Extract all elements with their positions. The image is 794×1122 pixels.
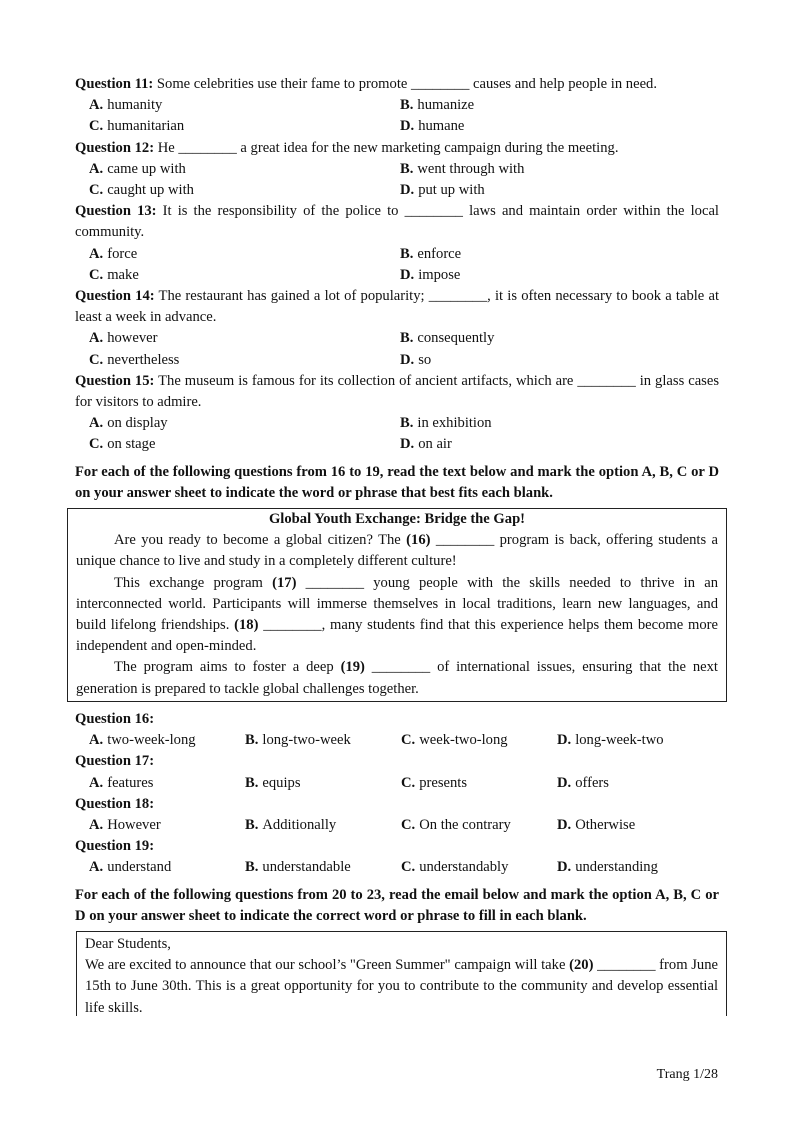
option-b: B. went through with — [400, 160, 525, 177]
question-label: Question 13: — [75, 203, 157, 220]
option-a: A. however — [89, 330, 158, 347]
question-17: Question 17: — [75, 753, 155, 770]
option-a: A. features — [89, 774, 154, 791]
question-stem: He ________ a great idea for the new marketing campaign during the meeting. — [157, 139, 619, 156]
question-label: Question 15: — [75, 372, 155, 389]
option-c: C. nevertheless — [89, 351, 180, 368]
option-c: C. understandably — [401, 859, 509, 876]
instructions-16-19: For each of the following questions from 16 to 19, read the text below and mark the option A, B, C or D on your answer sheet to indicate the word or phrase that best fits each blank. — [75, 463, 719, 501]
question-15-options — [75, 413, 719, 455]
option-c: C. presents — [401, 774, 468, 791]
question-14 — [75, 286, 719, 328]
option-b: B. equips — [245, 774, 301, 791]
page-number: Trang 1/28 — [656, 1067, 718, 1082]
option-c: C. humanitarian — [89, 118, 185, 135]
question-stem: Some celebrities use their fame to promote ________ causes and help people in need. — [156, 76, 657, 92]
option-d: D. Otherwise — [557, 816, 636, 833]
reading-passage — [67, 508, 727, 702]
question-19: Question 19: — [75, 838, 155, 855]
exam-page — [75, 74, 719, 1016]
question-label: Question 12: — [75, 139, 155, 156]
option-a: A. humanity — [89, 97, 163, 114]
option-a: A. came up with — [89, 160, 186, 177]
option-d: D. put up with — [400, 182, 485, 199]
option-b: B. humanize — [400, 97, 475, 114]
option-c: C. caught up with — [89, 182, 194, 199]
instructions-20-23: For each of the following questions from 20 to 23, read the email below and mark the option A, B, C or D on your answer sheet to indicate the correct word or phrase to fill in each blank. — [75, 886, 719, 924]
question-16-options — [75, 730, 719, 751]
option-c: C. week-two-long — [401, 732, 508, 749]
question-13 — [75, 201, 719, 243]
option-b: B. long-two-week — [245, 732, 351, 749]
question-17-options — [75, 773, 719, 794]
option-d: D. on air — [400, 436, 452, 453]
question-stem: The museum is famous for its collection of ancient artifacts, which are ________ in glass cases for visitors to admire. — [75, 372, 720, 411]
passage-paragraph-2: This exchange program (17) ________ young people with the skills needed to thrive in an interconnected world. Participants will immerse themselves in local traditions, learn new languages, and build lifelong friendships. (18) ________, many students find that this experience helps them become more independent and open-minded. — [76, 574, 718, 655]
option-c: C. On the contrary — [401, 816, 511, 833]
option-b: B. understandable — [245, 859, 351, 876]
option-b: B. Additionally — [245, 816, 337, 833]
option-b: B. in exhibition — [400, 415, 492, 432]
option-d: D. understanding — [557, 859, 658, 876]
option-d: D. offers — [557, 774, 609, 791]
question-15 — [75, 371, 719, 413]
question-stem: It is the responsibility of the police to ________ laws and maintain order within the local community. — [75, 203, 719, 241]
option-a: A. understand — [89, 859, 172, 876]
question-label: Question 14: — [75, 288, 155, 305]
option-c: C. make — [89, 266, 139, 283]
question-19-options — [75, 857, 719, 878]
question-stem: The restaurant has gained a lot of popularity; ________, it is often necessary to book a table at least a week in advance. — [75, 288, 719, 326]
option-d: D. humane — [400, 118, 465, 135]
email-body: We are excited to announce that our school’s "Green Summer" campaign will take (20) ________ from June 15th to June 30th. This is a great opportunity for you to contribute to the community and develop essential life skills. — [85, 957, 718, 1016]
question-label: Question 11: — [75, 76, 154, 92]
passage-paragraph-1: Are you ready to become a global citizen? The (16) ________ program is back, offering students a unique chance to live and study in a completely different culture! — [76, 532, 718, 570]
email-box — [76, 931, 727, 1016]
option-d: D. impose — [400, 266, 461, 283]
question-16: Question 16: — [75, 710, 155, 727]
question-18: Question 18: — [75, 795, 155, 812]
option-d: D. so — [400, 351, 432, 368]
question-13-options — [75, 244, 719, 286]
question-11-options — [75, 95, 719, 137]
option-a: A. two-week-long — [89, 732, 196, 749]
question-11 — [75, 74, 719, 95]
option-b: B. enforce — [400, 245, 462, 262]
email-greeting: Dear Students, — [85, 935, 171, 952]
option-a: A. on display — [89, 415, 168, 432]
question-14-options — [75, 328, 719, 370]
option-d: D. long-week-two — [557, 732, 664, 749]
option-b: B. consequently — [400, 330, 495, 347]
passage-title: Global Youth Exchange: Bridge the Gap! — [268, 511, 526, 528]
question-12-options — [75, 159, 719, 201]
option-c: C. on stage — [89, 436, 156, 453]
question-12 — [75, 138, 719, 159]
option-a: A. force — [89, 245, 138, 262]
option-a: A. However — [89, 816, 161, 833]
passage-paragraph-3: The program aims to foster a deep (19) ________ of international issues, ensuring that the next generation is prepared to tackle global challenges together. — [76, 659, 718, 697]
question-18-options — [75, 815, 719, 836]
